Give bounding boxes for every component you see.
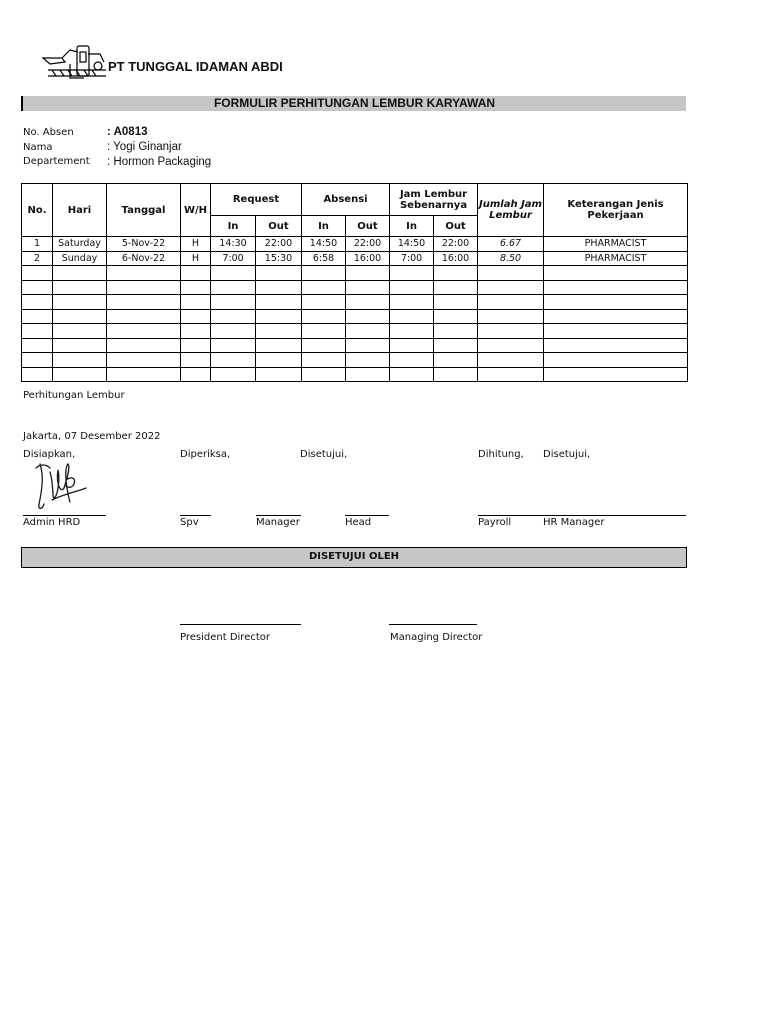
empty-cell bbox=[22, 266, 53, 281]
empty-cell bbox=[346, 353, 390, 368]
empty-cell bbox=[346, 280, 390, 295]
table-row-empty bbox=[22, 324, 688, 339]
empty-cell bbox=[22, 338, 53, 353]
cell-request-in: 14:30 bbox=[211, 237, 256, 252]
cell-actual-out: 16:00 bbox=[434, 251, 478, 266]
cell-absensi-out: 16:00 bbox=[346, 251, 390, 266]
table-row-empty bbox=[22, 266, 688, 281]
cell-absensi-in: 6:58 bbox=[302, 251, 346, 266]
empty-cell bbox=[22, 295, 53, 310]
signature-line-manager bbox=[256, 515, 301, 516]
empty-cell bbox=[434, 367, 478, 382]
cell-hari: Saturday bbox=[53, 237, 107, 252]
empty-cell bbox=[478, 309, 544, 324]
cell-actual-out: 22:00 bbox=[434, 237, 478, 252]
table-row-empty bbox=[22, 280, 688, 295]
empty-cell bbox=[107, 367, 181, 382]
table-row-empty bbox=[22, 353, 688, 368]
table-row bbox=[22, 237, 688, 252]
empty-cell bbox=[544, 367, 688, 382]
empty-cell bbox=[211, 324, 256, 339]
empty-cell bbox=[544, 266, 688, 281]
empty-cell bbox=[256, 309, 302, 324]
empty-cell bbox=[390, 353, 434, 368]
no-absen-value: : A0813 bbox=[107, 126, 148, 138]
cell-keterangan: PHARMACIST bbox=[544, 251, 688, 266]
role-hr-manager: HR Manager bbox=[543, 517, 605, 528]
empty-cell bbox=[181, 353, 211, 368]
signature-line-payroll-hr bbox=[478, 515, 686, 516]
role-president-director: President Director bbox=[180, 632, 270, 643]
empty-cell bbox=[211, 353, 256, 368]
cell-absensi-out: 22:00 bbox=[346, 237, 390, 252]
header-absensi: Absensi bbox=[302, 184, 390, 216]
signature-image bbox=[30, 458, 92, 516]
empty-cell bbox=[107, 353, 181, 368]
empty-cell bbox=[107, 309, 181, 324]
dihitung-label: Dihitung, bbox=[478, 449, 524, 460]
empty-cell bbox=[434, 309, 478, 324]
empty-cell bbox=[53, 324, 107, 339]
cell-jumlah: 6.67 bbox=[478, 237, 544, 252]
empty-cell bbox=[181, 280, 211, 295]
signature-line-admin bbox=[23, 515, 106, 516]
empty-cell bbox=[302, 367, 346, 382]
empty-cell bbox=[211, 280, 256, 295]
cell-actual-in: 14:50 bbox=[390, 237, 434, 252]
empty-cell bbox=[256, 367, 302, 382]
role-managing-director: Managing Director bbox=[390, 632, 483, 643]
empty-cell bbox=[390, 338, 434, 353]
empty-cell bbox=[478, 367, 544, 382]
departement-label: Departement bbox=[23, 156, 90, 167]
cell-request-in: 7:00 bbox=[211, 251, 256, 266]
table-row-empty bbox=[22, 367, 688, 382]
empty-cell bbox=[107, 266, 181, 281]
header-hari: Hari bbox=[53, 184, 107, 237]
signature-line-head bbox=[345, 515, 389, 516]
header-request-out: Out bbox=[256, 216, 302, 237]
empty-cell bbox=[544, 309, 688, 324]
cell-hari: Sunday bbox=[53, 251, 107, 266]
empty-cell bbox=[22, 280, 53, 295]
nama-value: : Yogi Ginanjar bbox=[107, 141, 182, 153]
disetujui-hr-label: Disetujui, bbox=[543, 449, 591, 460]
empty-cell bbox=[544, 324, 688, 339]
cell-request-out: 15:30 bbox=[256, 251, 302, 266]
empty-cell bbox=[22, 367, 53, 382]
empty-cell bbox=[53, 353, 107, 368]
empty-cell bbox=[390, 309, 434, 324]
empty-cell bbox=[256, 353, 302, 368]
empty-cell bbox=[211, 295, 256, 310]
empty-cell bbox=[434, 280, 478, 295]
header-actual-in: In bbox=[390, 216, 434, 237]
perhitungan-lembur-label: Perhitungan Lembur bbox=[23, 390, 125, 401]
empty-cell bbox=[434, 324, 478, 339]
empty-cell bbox=[53, 309, 107, 324]
empty-cell bbox=[346, 338, 390, 353]
empty-cell bbox=[390, 367, 434, 382]
header-wh: W/H bbox=[181, 184, 211, 237]
empty-cell bbox=[478, 280, 544, 295]
empty-cell bbox=[302, 353, 346, 368]
role-payroll: Payroll bbox=[478, 517, 512, 528]
cell-wh: H bbox=[181, 251, 211, 266]
cell-no: 2 bbox=[22, 251, 53, 266]
empty-cell bbox=[211, 266, 256, 281]
company-logo bbox=[40, 44, 108, 90]
empty-cell bbox=[22, 353, 53, 368]
table-row bbox=[22, 251, 688, 266]
empty-cell bbox=[478, 295, 544, 310]
header-actual-out: Out bbox=[434, 216, 478, 237]
approved-by-bar bbox=[21, 547, 687, 568]
header-absensi-in: In bbox=[302, 216, 346, 237]
empty-cell bbox=[346, 295, 390, 310]
empty-cell bbox=[544, 280, 688, 295]
role-head: Head bbox=[345, 517, 372, 528]
table-body bbox=[22, 237, 688, 382]
header-jam-lembur: Jam Lembur Sebenarnya bbox=[390, 184, 478, 216]
empty-cell bbox=[346, 309, 390, 324]
header-request-in: In bbox=[211, 216, 256, 237]
role-spv: Spv bbox=[180, 517, 199, 528]
signature-line-spv bbox=[180, 515, 211, 516]
place-date: Jakarta, 07 Desember 2022 bbox=[23, 431, 161, 442]
form-title: FORMULIR PERHITUNGAN LEMBUR KARYAWAN bbox=[213, 96, 496, 110]
empty-cell bbox=[256, 280, 302, 295]
cell-absensi-in: 14:50 bbox=[302, 237, 346, 252]
role-admin-hrd: Admin HRD bbox=[23, 517, 81, 528]
cell-no: 1 bbox=[22, 237, 53, 252]
diperiksa-label: Diperiksa, bbox=[180, 449, 231, 460]
table-row-empty bbox=[22, 309, 688, 324]
table-row-empty bbox=[22, 338, 688, 353]
company-name: PT TUNGGAL IDAMAN ABDI bbox=[108, 59, 283, 74]
empty-cell bbox=[181, 295, 211, 310]
empty-cell bbox=[478, 353, 544, 368]
empty-cell bbox=[53, 295, 107, 310]
empty-cell bbox=[434, 338, 478, 353]
overtime-table bbox=[21, 183, 688, 382]
empty-cell bbox=[211, 367, 256, 382]
cell-tanggal: 6-Nov-22 bbox=[107, 251, 181, 266]
departement-value: : Hormon Packaging bbox=[107, 156, 212, 168]
disetujui-label: Disetujui, bbox=[300, 449, 348, 460]
role-manager: Manager bbox=[256, 517, 300, 528]
approved-by-title: DISETUJUI OLEH bbox=[308, 551, 400, 562]
empty-cell bbox=[302, 266, 346, 281]
empty-cell bbox=[478, 266, 544, 281]
empty-cell bbox=[256, 295, 302, 310]
cell-jumlah: 8.50 bbox=[478, 251, 544, 266]
empty-cell bbox=[22, 324, 53, 339]
empty-cell bbox=[302, 338, 346, 353]
empty-cell bbox=[544, 353, 688, 368]
header-jumlah-jam: Jumlah Jam Lembur bbox=[478, 184, 544, 237]
empty-cell bbox=[181, 324, 211, 339]
empty-cell bbox=[346, 266, 390, 281]
header-keterangan: Keterangan Jenis Pekerjaan bbox=[544, 184, 688, 237]
empty-cell bbox=[53, 266, 107, 281]
cell-actual-in: 7:00 bbox=[390, 251, 434, 266]
empty-cell bbox=[390, 266, 434, 281]
empty-cell bbox=[211, 309, 256, 324]
empty-cell bbox=[390, 295, 434, 310]
header-no: No. bbox=[22, 184, 53, 237]
cell-request-out: 22:00 bbox=[256, 237, 302, 252]
empty-cell bbox=[478, 338, 544, 353]
empty-cell bbox=[346, 324, 390, 339]
empty-cell bbox=[107, 338, 181, 353]
empty-cell bbox=[434, 295, 478, 310]
header-tanggal: Tanggal bbox=[107, 184, 181, 237]
empty-cell bbox=[346, 367, 390, 382]
empty-cell bbox=[390, 280, 434, 295]
nama-label: Nama bbox=[23, 142, 53, 153]
empty-cell bbox=[434, 353, 478, 368]
no-absen-label: No. Absen bbox=[23, 127, 74, 138]
empty-cell bbox=[107, 280, 181, 295]
empty-cell bbox=[302, 295, 346, 310]
header-request: Request bbox=[211, 184, 302, 216]
empty-cell bbox=[390, 324, 434, 339]
empty-cell bbox=[22, 309, 53, 324]
disiapkan-label: Disiapkan, bbox=[23, 449, 76, 460]
signature-line-managing bbox=[389, 624, 477, 625]
empty-cell bbox=[107, 295, 181, 310]
empty-cell bbox=[302, 324, 346, 339]
empty-cell bbox=[302, 309, 346, 324]
empty-cell bbox=[107, 324, 181, 339]
empty-cell bbox=[53, 280, 107, 295]
empty-cell bbox=[211, 338, 256, 353]
empty-cell bbox=[434, 266, 478, 281]
header-absensi-out: Out bbox=[346, 216, 390, 237]
empty-cell bbox=[53, 338, 107, 353]
empty-cell bbox=[256, 338, 302, 353]
cell-keterangan: PHARMACIST bbox=[544, 237, 688, 252]
empty-cell bbox=[256, 324, 302, 339]
empty-cell bbox=[53, 367, 107, 382]
empty-cell bbox=[302, 280, 346, 295]
empty-cell bbox=[181, 338, 211, 353]
empty-cell bbox=[256, 266, 302, 281]
cell-wh: H bbox=[181, 237, 211, 252]
table-row-empty bbox=[22, 295, 688, 310]
form-title-bar bbox=[21, 96, 686, 111]
empty-cell bbox=[478, 324, 544, 339]
empty-cell bbox=[181, 309, 211, 324]
cell-tanggal: 5-Nov-22 bbox=[107, 237, 181, 252]
signature-line-president bbox=[180, 624, 301, 625]
empty-cell bbox=[544, 295, 688, 310]
empty-cell bbox=[181, 367, 211, 382]
empty-cell bbox=[181, 266, 211, 281]
empty-cell bbox=[544, 338, 688, 353]
